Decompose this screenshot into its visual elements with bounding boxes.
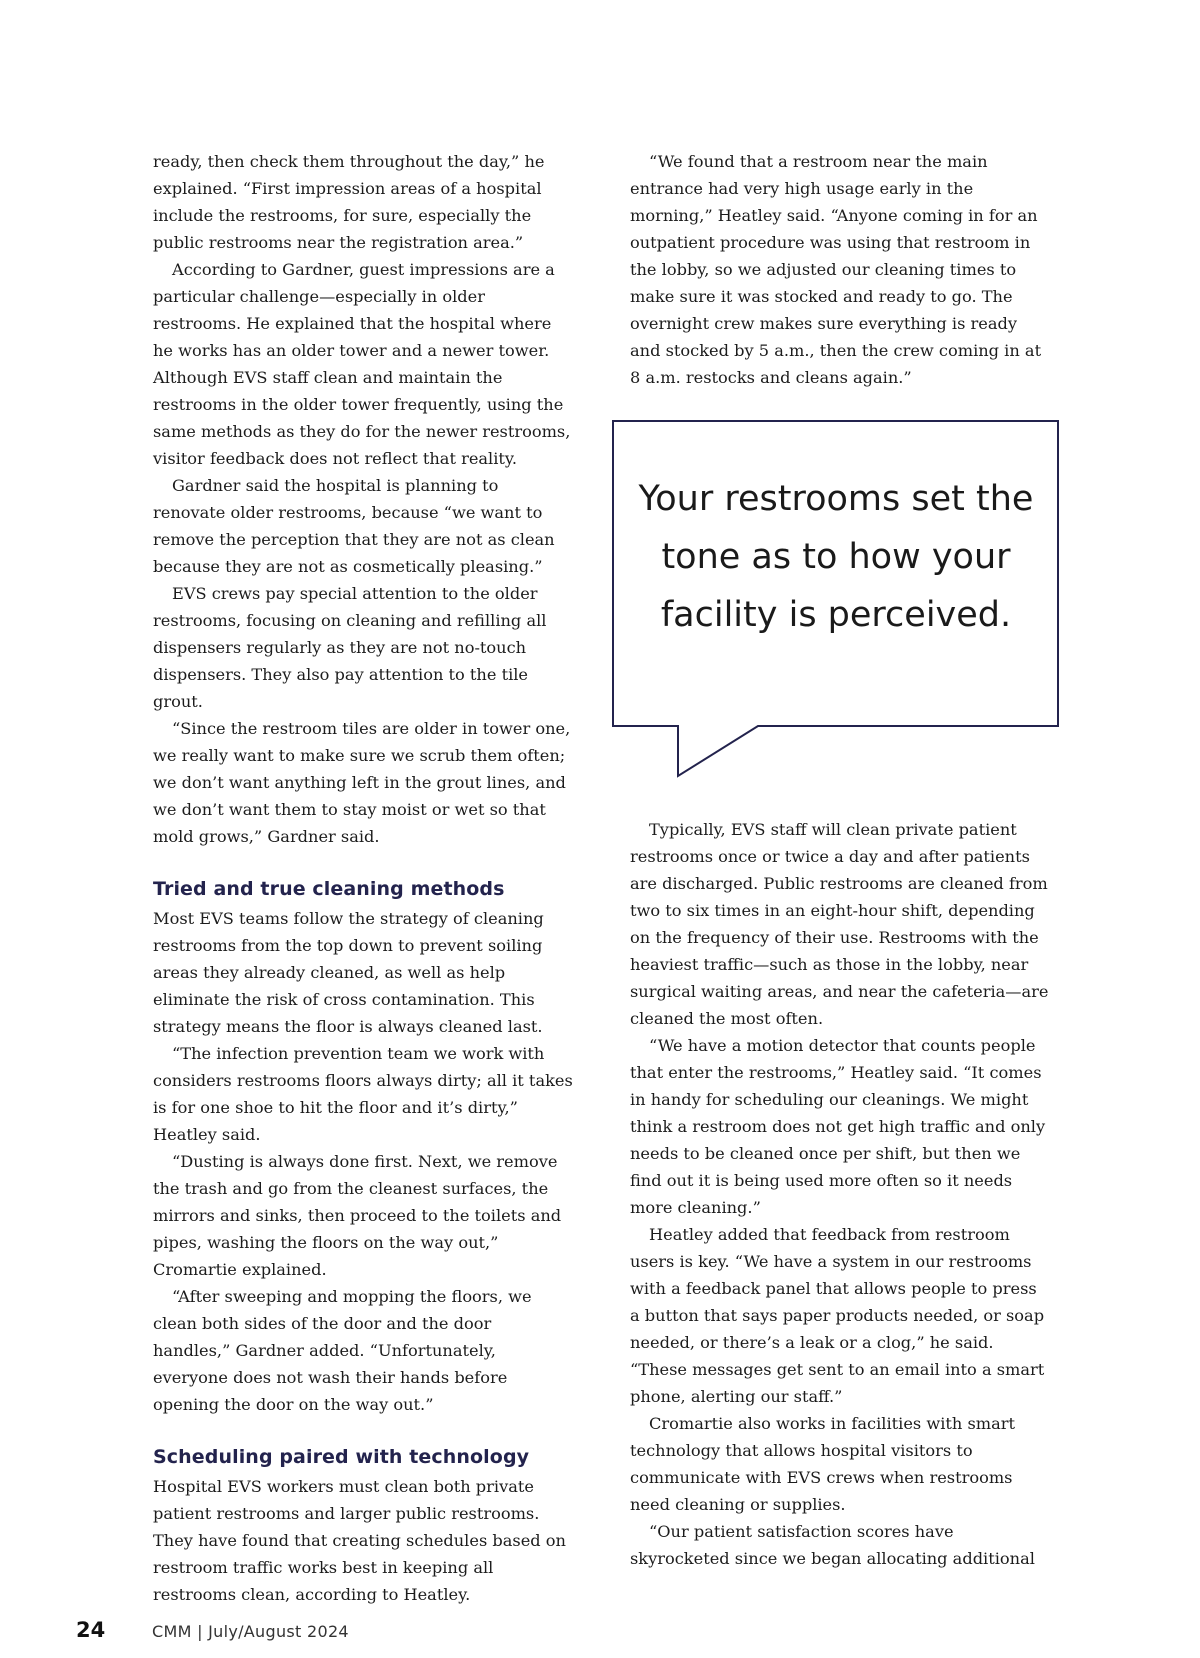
paragraph: Typically, EVS staff will clean private patient restrooms once or twice a day and after patients are discharged. Public restrooms are cleaned from two to six times in an eight-hour shift, depending on the frequency of their use. Restrooms with the heaviest traffic—such as those in the lobby, near surgical waiting areas, and near the cafeteria—are cleaned the most often.: [630, 820, 1049, 1028]
pull-quote-text: Your restrooms set the tone as to how your facility is perceived.: [638, 479, 1034, 635]
paragraph: Cromartie also works in facilities with smart technology that allows hospital visitors to communicate with EVS crews when restrooms need cleaning or supplies.: [630, 1414, 1016, 1514]
paragraph: “After sweeping and mopping the floors, we clean both sides of the door and the door handles,” Gardner added. “Unfortunately, everyone does not wash their hands before opening the door on the way out.”: [153, 1287, 532, 1414]
paragraph: Hospital EVS workers must clean both private patient restrooms and larger public restrooms. They have found that creating schedules based on restroom traffic works best in keeping all restrooms clean, according to Heatley.: [153, 1477, 566, 1604]
paragraph: “Dusting is always done first. Next, we remove the trash and go from the cleanest surfaces, the mirrors and sinks, then proceed to the toilets and pipes, washing the floors on the way out,” Cromartie explained.: [153, 1152, 562, 1279]
paragraph: Most EVS teams follow the strategy of cleaning restrooms from the top down to prevent soiling areas they already cleaned, as well as help eliminate the risk of cross contamination. This strategy means the floor is always cleaned last.: [153, 909, 544, 1036]
paragraph: “We have a motion detector that counts people that enter the restrooms,” Heatley said. “It comes in handy for scheduling our cleanings. We might think a restroom does not get high traffic and only needs to be cleaned once per shift, but then we find out it is being used more often so it needs more cleaning.”: [630, 1036, 1046, 1217]
paragraph: “Our patient satisfaction scores have skyrocketed since we began allocating additional: [630, 1522, 1035, 1568]
publication-info: CMM | July/August 2024: [152, 1622, 349, 1641]
section-heading-scheduling: Scheduling paired with technology: [153, 1446, 530, 1468]
article-column-right-bottom: [630, 816, 1050, 1572]
paragraph: EVS crews pay special attention to the older restrooms, focusing on cleaning and refilling all dispensers regularly as they are not no-touch dispensers. They also pay attention to the tile grout.: [153, 584, 547, 711]
paragraph: Heatley added that feedback from restroom users is key. “We have a system in our restrooms with a feedback panel that allows people to press a button that says paper products needed, or soap needed, or there’s a leak or a clog,” he said. “These messages get sent to an email into a smart phone, alerting our staff.”: [630, 1225, 1045, 1406]
paragraph: Gardner said the hospital is planning to renovate older restrooms, because “we want to remove the perception that they are not as clean because they are not as cosmetically pleasing.”: [153, 476, 555, 576]
paragraph: ready, then check them throughout the day,” he explained. “First impression areas of a hospital include the restrooms, for sure, especially the public restrooms near the registration area.”: [153, 152, 545, 252]
paragraph: According to Gardner, guest impressions are a particular challenge—especially in older restrooms. He explained that the hospital where he works has an older tower and a newer tower. Although EVS staff clean and maintain the restrooms in the older tower frequently, using the same methods as they do for the newer restrooms, visitor feedback does not reflect that reality.: [153, 260, 571, 468]
page-number: 24: [76, 1618, 106, 1642]
pull-quote: [612, 420, 1060, 780]
paragraph: “The infection prevention team we work with considers restrooms floors always dirty; all it takes is for one shoe to hit the floor and it’s dirty,” Heatley said.: [153, 1044, 573, 1144]
section-heading-cleaning-methods: Tried and true cleaning methods: [153, 878, 505, 900]
article-column-left: [153, 148, 573, 1608]
paragraph: “Since the restroom tiles are older in tower one, we really want to make sure we scrub them often; we don’t want anything left in the grout lines, and we don’t want them to stay moist or wet so that mold grows,” Gardner said.: [153, 719, 571, 846]
article-column-right-top: [630, 148, 1050, 391]
paragraph: “We found that a restroom near the main entrance had very high usage early in the morning,” Heatley said. “Anyone coming in for an outpatient procedure was using that restroom in the lobby, so we adjusted our cleaning times to make sure it was stocked and ready to go. The overnight crew makes sure everything is ready and stocked by 5 a.m., then the crew coming in at 8 a.m. restocks and cleans again.”: [630, 152, 1042, 387]
